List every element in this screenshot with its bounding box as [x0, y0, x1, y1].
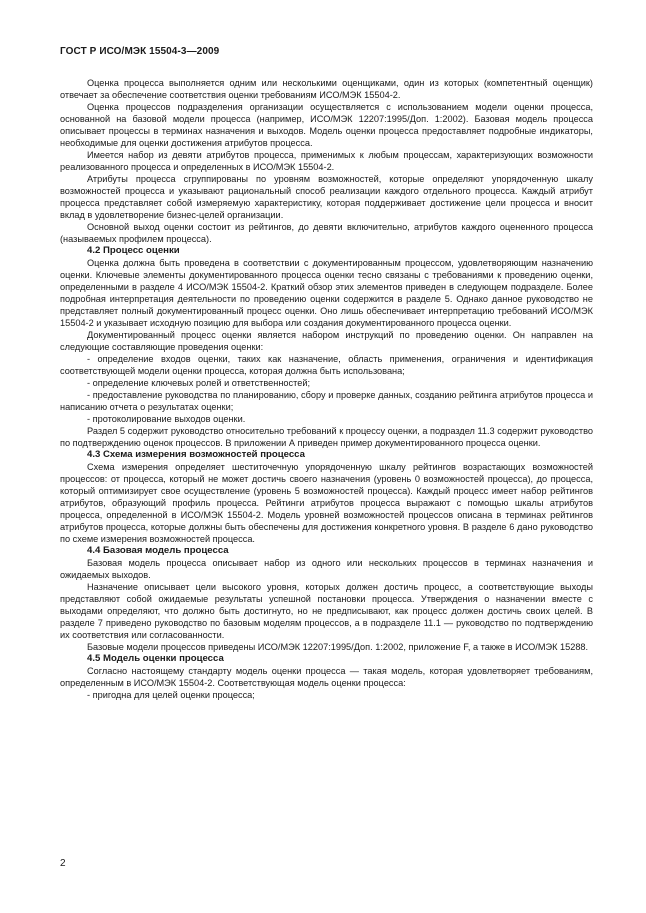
paragraph: - определение ключевых ролей и ответственностей; — [87, 378, 311, 388]
page-number: 2 — [60, 858, 66, 869]
section-heading: 4.5 Модель оценки процесса — [87, 653, 224, 664]
paragraph: - пригодна для целей оценки процесса; — [87, 690, 255, 700]
paragraph: Согласно настоящему стандарту модель оценки процесса — такая модель, которая удовлетворяет требованиям, определенным в ИСО/МЭК 15504-2. Соответствующая модель оценки процесса: — [60, 666, 593, 688]
paragraph: - протоколирование выходов оценки. — [87, 414, 246, 424]
section-heading: 4.2 Процесс оценки — [87, 245, 180, 256]
paragraph: - предоставление руководства по планированию, сбору и проверке данных, созданию рейтинга атрибутов процесса и написанию отчета о результатах оценки; — [60, 390, 593, 412]
page-body — [60, 77, 593, 701]
paragraph: Базовые модели процессов приведены ИСО/МЭК 12207:1995/Доп. 1:2002, приложение F, а также в ИСО/МЭК 15288. — [87, 642, 589, 652]
paragraph: Документированный процесс оценки является набором инструкций по проведению оценки. Он направлен на следующие составляющие проведения оценки: — [60, 330, 593, 352]
paragraph: Атрибуты процесса сгруппированы по уровням возможностей, которые определяют упорядоченную шкалу возможностей процесса и указывают рациональный способ реализации каждого отдельного процесса. Каждый атрибут процесса представляет собой измеряемую характеристику, которая поддерживает достижение цели процесса и вносит вклад в удовлетворение бизнес-целей организации. — [60, 174, 593, 220]
paragraph: Базовая модель процесса описывает набор из одного или нескольких процессов в терминах назначения и ожидаемых выходов. — [60, 558, 593, 580]
paragraph: Основной выход оценки состоит из рейтингов, до девяти включительно, атрибутов каждого оцененного процесса (называемых профилем процесса). — [60, 222, 593, 244]
paragraph: Схема измерения определяет шеститочечную упорядоченную шкалу рейтингов возрастающих возможностей процессов: от процесса, который не может достичь своего назначения (уровень 0 возможностей процесса), до процесса, который оптимизирует свое осуществление (уровень 5 возможностей процесса). Каждый процесс имеет набор рейтингов атрибутов, образующий профиль процесса. Рейтинги атрибутов процесса выражают с помощью шкалы атрибутов процесса, определенной в ИСО/МЭК 15504-2. Модель уровней возможностей процессов описана в терминах рейтингов атрибутов процесса, которые должны быть обеспечены для достижения конкретного уровня. В разделе 6 дано руководство по схеме измерения возможностей процесса. — [60, 462, 593, 544]
page-header: ГОСТ Р ИСО/МЭК 15504-3—2009 — [60, 46, 220, 57]
section-heading: 4.4 Базовая модель процесса — [87, 545, 229, 556]
paragraph: Оценка должна быть проведена в соответствии с документированным процессом, удовлетворяющим назначению оценки. Ключевые элементы документированного процесса оценки тесно связаны с требованиями к проведению оценки, определенными в разделе 4 ИСО/МЭК 15504-2. Краткий обзор этих элементов приведен в следующем подразделе. Более подробная интерпретация деятельности по проведению оценки содержится в разделе 5. Однако данное руководство не представляет полный документированный процесс оценки. Оно лишь обеспечивает интерпретацию требований ИСО/МЭК 15504-2 и указывает исходную позицию для выбора или создания документированного процесса оценки. — [60, 258, 593, 328]
section-heading: 4.3 Схема измерения возможностей процесса — [87, 449, 305, 460]
paragraph: - определение входов оценки, таких как назначение, область применения, ограничения и идентификация соответствующей модели оценки процесса, которая должна быть использована; — [60, 354, 593, 376]
paragraph: Оценка процессов подразделения организации осуществляется с использованием модели оценки процесса, основанной на базовой модели процесса (например, ИСО/МЭК 12207:1995/Доп. 1:2002). Базовая модель процесса описывает процессы в терминах назначения и выходов. Модель оценки процесса предоставляет подробные индикаторы, необходимые для оценки достижения атрибутов процесса. — [60, 102, 593, 148]
paragraph: Раздел 5 содержит руководство относительно требований к процессу оценки, а подраздел 11.3 содержит руководство по подтверждению оценок процессов. В приложении А приведен пример документированного процесса оценки. — [60, 426, 593, 448]
paragraph: Оценка процесса выполняется одним или несколькими оценщиками, один из которых (компетентный оценщик) отвечает за обеспечение соответствия оценки требованиям ИСО/МЭК 15504-2. — [60, 78, 593, 100]
paragraph: Назначение описывает цели высокого уровня, которых должен достичь процесс, а соответствующие выходы представляют собой ожидаемые результаты успешной постановки процесса. Утверждения о назначении вместе с выходами определяют, что должно быть достигнуто, но не предписывают, как процесс должен достичь своих целей. В разделе 7 приведено руководство по базовым моделям процессов, а в подразделе 11.1 — руководство по подтверждению их соответствия или согласованности. — [60, 582, 593, 640]
paragraph: Имеется набор из девяти атрибутов процесса, применимых к любым процессам, характеризующих возможности реализованного процесса и определенных в ИСО/МЭК 15504-2. — [60, 150, 593, 172]
